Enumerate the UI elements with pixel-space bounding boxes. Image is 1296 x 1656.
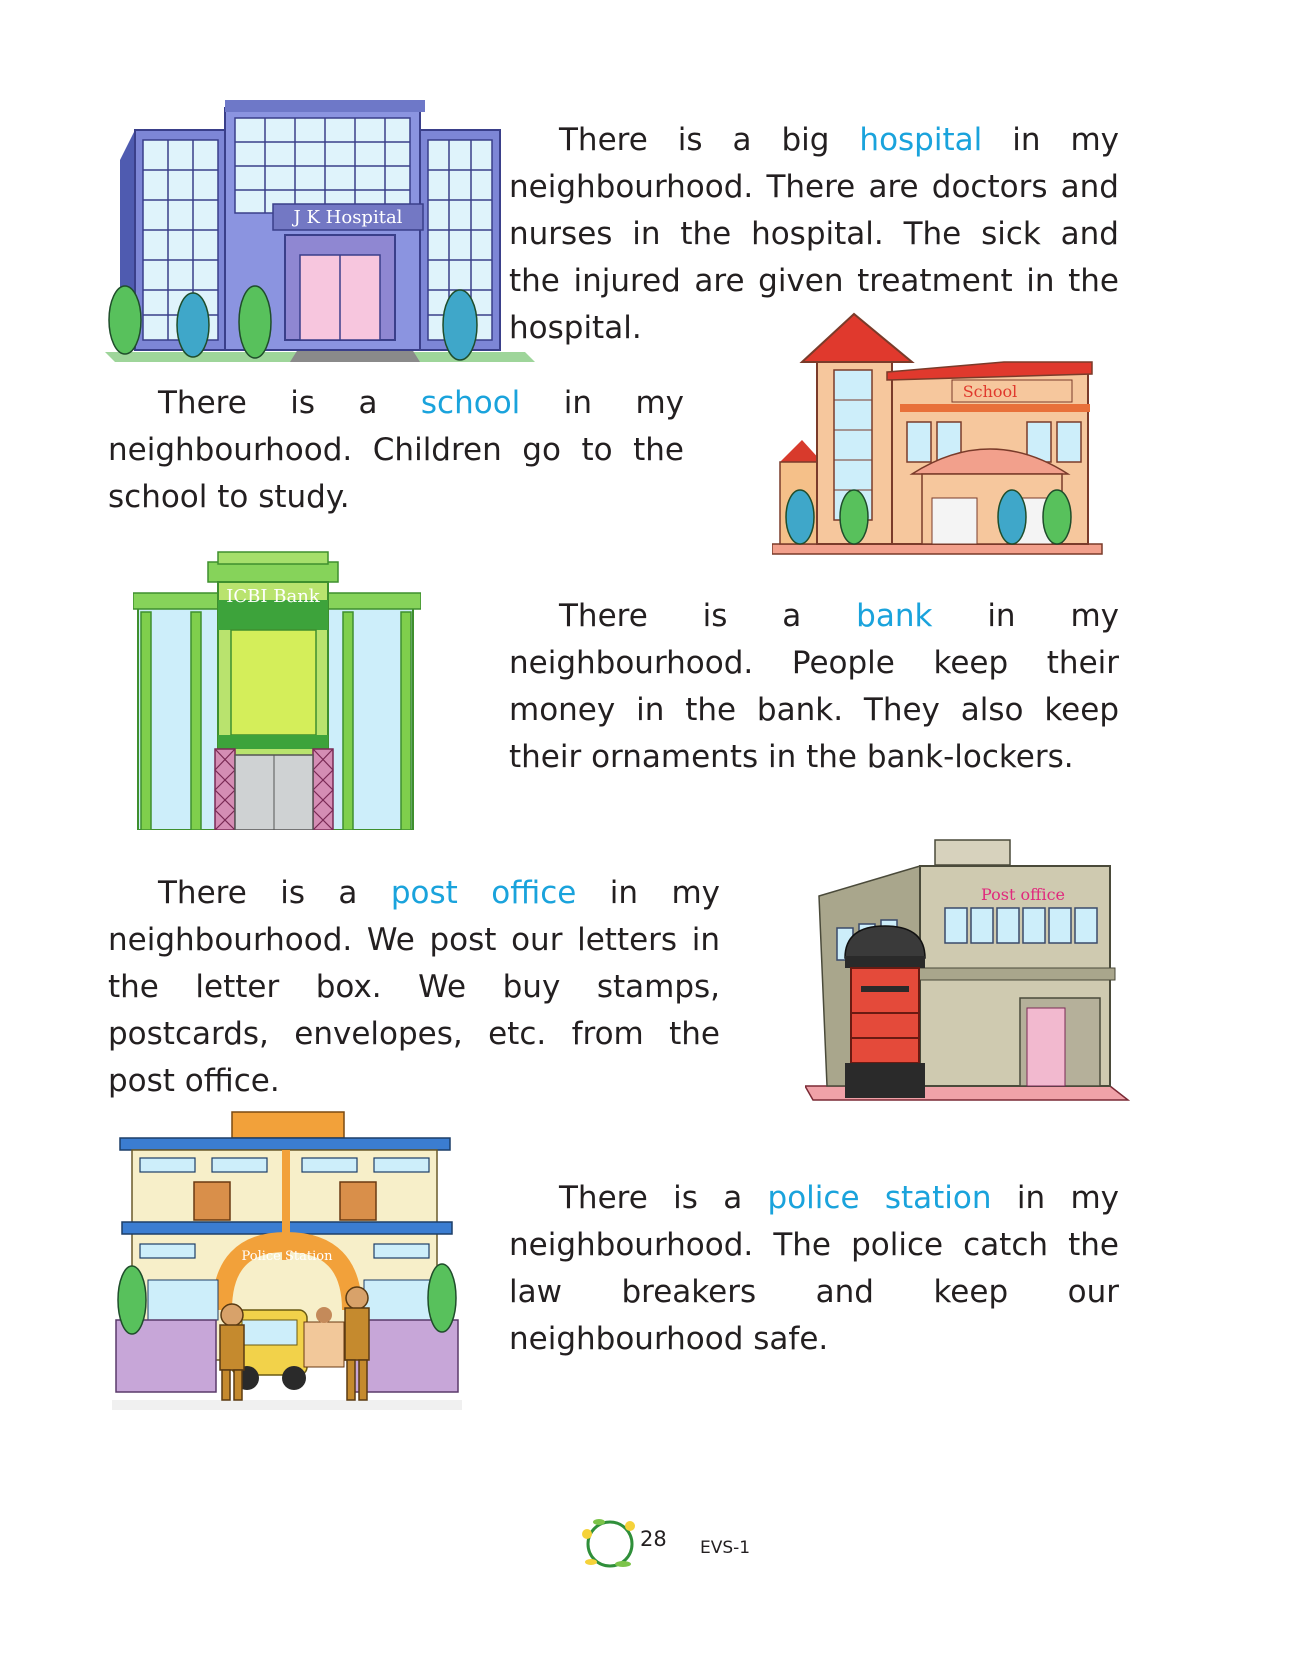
hospital-text-post: in my neighbourhood. There are doctors and nurses in the hospital. The sick and the injured are given treatment in the hospital. (509, 122, 1120, 346)
post-office-text-pre: There is a (158, 875, 391, 911)
post-office-paragraph (108, 870, 720, 1105)
hospital-keyword: hospital (859, 122, 983, 158)
bank-paragraph (509, 593, 1119, 781)
post-office-sign: Post office (980, 885, 1066, 904)
police-station-paragraph (509, 1175, 1119, 1363)
post-office-illustration (805, 838, 1130, 1106)
school-sign: School (962, 382, 1018, 401)
bank-keyword: bank (856, 598, 933, 634)
school-text-post: in my neighbourhood. Children go to the school to study. (108, 385, 684, 515)
page-number-badge-icon (575, 1512, 645, 1572)
hospital-illustration (105, 100, 535, 368)
book-code: EVS-1 (700, 1538, 751, 1558)
bank-text-pre: There is a (559, 598, 857, 634)
page-number: 28 (640, 1527, 667, 1551)
post-office-keyword: post office (390, 875, 577, 911)
school-illustration (772, 312, 1104, 558)
police-station-text-pre: There is a (559, 1180, 768, 1216)
police-station-illustration (112, 1110, 464, 1410)
police-station-text-post: in my neighbourhood. The police catch the law breakers and keep our neighbourhood safe. (509, 1180, 1119, 1357)
hospital-sign: J K Hospital (293, 207, 403, 228)
bank-text-post: in my neighbourhood. People keep their money in the bank. They also keep their ornaments in the bank-lockers. (509, 598, 1119, 775)
hospital-text-pre: There is a big (559, 122, 860, 158)
police-station-keyword: police station (767, 1180, 992, 1216)
bank-illustration (133, 550, 421, 830)
school-paragraph (108, 380, 684, 521)
police-station-sign: Police Station (241, 1249, 333, 1264)
school-keyword: school (420, 385, 521, 421)
bank-sign: ICBI Bank (226, 586, 320, 607)
school-text-pre: There is a (158, 385, 421, 421)
post-office-text-post: in my neighbourhood. We post our letters in the letter box. We buy stamps, postcards, envelopes, etc. from the post office. (108, 875, 721, 1099)
